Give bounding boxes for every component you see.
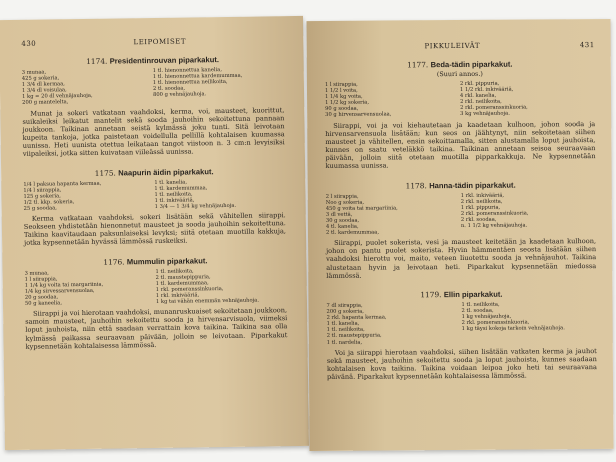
recipe-instructions: Voi ja siirappi hierotaan vaahdoksi, siihen lisätään vatkaten kerma ja jauhot sekä mausteet, jauhoihin sekoitettu sooda ja loput jauhoista, kunnes saadaan kohtalaisen kova taikina. Taikina voidaan leipoa joko heti tai seuraavana päivänä. Piparkakut kypsennetään kohtalaisessa lämmössä. — [326, 346, 597, 381]
recipe-instructions: Siirappi ja voi hierotaan vaahdoksi, munanruskuaiset sekoitetaan joukkoon, samoin mausteet, jauhoihin sekoitettu sooda ja hirvensarvisuola, viimeksi loput jauhoista, niin että saadaan verrattain kova taikina. Taikina saa olla kylmässä paikassa seuraavaan päivään, jolloin se leivotaan. Piparkakut kypsennetään kohtalaisessa lämmössä. — [25, 306, 288, 351]
recipe-1178 — [326, 180, 597, 280]
recipe-title: 1179. Ellin piparkakut. — [420, 289, 503, 300]
recipe-1176 — [24, 255, 287, 351]
recipe-instructions: Siirappi, puolet sokerista, vesi ja mausteet keitetään ja kaadetaan kulhoon, johon on pantu puolet sokerista. Hyvin hämmentäen seosta lisätään siihen vaahdoksi hierottu voi, maito, veteen liuotettu sooda ja vehnäjauhot. Taikina alustetaan hyvin ja leivotaan heti. Piparkakut kypsennetään miedossa lämmössä. — [326, 237, 597, 280]
running-head: PIKKULEIVÄT — [424, 41, 481, 51]
ingredient-list: 7 dl siirappia, 200 g sokeria, 2 rkl. hapanta kermaa, 1 tl. kanelia, 1 tl. neilikoita, 2 tl. maustepippuria, 1 tl. nardelia, 1 tl. neilikoita, 2 tl. soodaa, 1 kg vehnäjauhoja, 2 rkl. pomeranssinkuoria, 1 kg täysi kokoja tarkoin vehnäjauhoja. — [326, 301, 565, 346]
ingredient-list: 3 munaa, 1 l siirappia, 1 1/4 kg voita tai margariinia, 1/4 kg sirvessarvensuolaa, 20 g soodaa, 50 g kaneelia, 1 tl. neilikoita, 2 tl. maustepippuria, 1 tl. kardemummaa, 1 rkl. pomeranssinkuoria, 1 rkl. inkivääriä, 1 kg tai vähän enemmän vehnäjauhoja. — [24, 268, 260, 307]
left-page-header — [21, 36, 283, 48]
recipe-title: 1176. Mummulin piparkakut. — [103, 255, 208, 267]
right-page-header — [325, 41, 595, 51]
page-number: 431 — [579, 41, 595, 50]
ingredient-list: 1 l siirappia, 1 1/2 l voita, 1 1/4 kg voita, 1 1/2 kg sokeria, 90 g soodaa, 30 g hirvensarvensuolaa, 2 rkl. pippuria, 1 1/2 rkl. inkivääriä, 4 rkl. kanelia, 2 rkl. neilikoita, 2 rkl. pomeranssinkuoria, 3 kg vehnäjauhoja. — [324, 80, 528, 119]
ingredient-list: 2 l siirappia, Noo g sokeria, 450 g voita tai margariinia, 3 dl vettä, 30 g soodaa, 4 tl. kanelia, 2 tl. kardemummaa, 1 rkl. inkivääriä, 2 rkl. neilikoita, 1 rkl. pippuria, 2 rkl. pomeranssinkuoria, 2 rkl. soodaa, n. 1 1/2 kg vehnäjauhoja. — [325, 192, 529, 236]
page-number: 430 — [21, 39, 37, 48]
recipe-title: 1177. Beda-tädin piparkakut. — [407, 59, 513, 70]
left-page — [0, 16, 309, 450]
recipe-title: 1175. Naapurin äidin piparkakut. — [94, 166, 214, 178]
recipe-title: 1174. Presidentinrouvan piparkakut. — [86, 55, 220, 66]
recipe-instructions: Munat ja sokeri vatkataan vaahdoksi, kerma, voi, mausteet, kuorittut, suikaleiksi leikatut mantelit sekä sooda jauhoihin sekoitettuna pannaan joukkoon. Taikinan annetaan seistä kylmässä joku tunti. Sitä leivotaan kupeita tankoja, jotka paistetaan voidellulla pellillä kohtalaisen kuumassa uunissa. Heti uunista otettua leikataan tangot viistoon n. 3 cm:n levyisiksi viipaleiksi, jotka sitten kuivataan viileässä uunissa. — [22, 105, 285, 159]
recipe-1179 — [326, 289, 597, 381]
recipe-1174 — [22, 54, 285, 158]
recipe-instructions: Siirappi, voi ja voi kiehautetaan ja kaadetaan kulhoon, johon sooda ja hirvensarvensuola lisätään; kun seos on jäähtynyt, niin sekoitetaan siihen mausteet ja vähitellen, ensin sekoittamalla, sitten alustamalla loput jauhoista, kunnes on saatu veteläkkö taikina. Taikinan annetaan seisoa seuraavaan päivään, jolloin siitä otetaan muotilla pipparkakkuja. Ne kypsennetään kuumassa uunissa. — [325, 119, 596, 171]
ingredient-list: 3 munaa, 425 g sokeria, 1 3/4 dl kermaa, 1 3/4 dl voisulaa, 1 kg = 20 dl vehnäjauhoja, 200 g mantelelta, 1 tl. hienonnettua kanelia, 1 tl. hienonnettua kardemummaa, 1 tl. hienonnettua neilikoita, 2 tl. soodaa, 800 g vehnäjauhoja. — [21, 67, 243, 107]
recipe-instructions: Kerma vatkataan vaahdoksi, sokeri lisätään sekä vähitellen siirappi. Seokseen yhdistetään hienonnetut mausteet ja sooda jauhoihin sekoitettuna. Taikina kaavitaudaan paksunlaiseksi levyksi; siitä otetaan muotilla kakkuja, jotka kypsennetään hyvässä lämmössä ruskeiksi. — [23, 211, 287, 248]
recipe-1177 — [325, 59, 596, 170]
recipe-1175 — [23, 166, 286, 248]
right-page — [307, 19, 614, 451]
recipe-subtitle: (Suuri annos.) — [436, 69, 483, 79]
recipe-title: 1178. Hanna-tädin piparkakut. — [405, 180, 516, 190]
running-head: LEIPOMISET — [133, 37, 187, 47]
ingredient-list: 1/4 l paksua hapanta kermaa, 1/4 l siirappia, 125 g sokeria, 1/2 tl. kkp. sokeria, 25 g soodaa, 1 tl. kanelia, 1 tl. kardemummaa, 1 tl. neilikoita, 1 tl. inkivääriä, 1 3/4 — 1 3/4 kg vehnäjauhoja. — [23, 179, 237, 212]
